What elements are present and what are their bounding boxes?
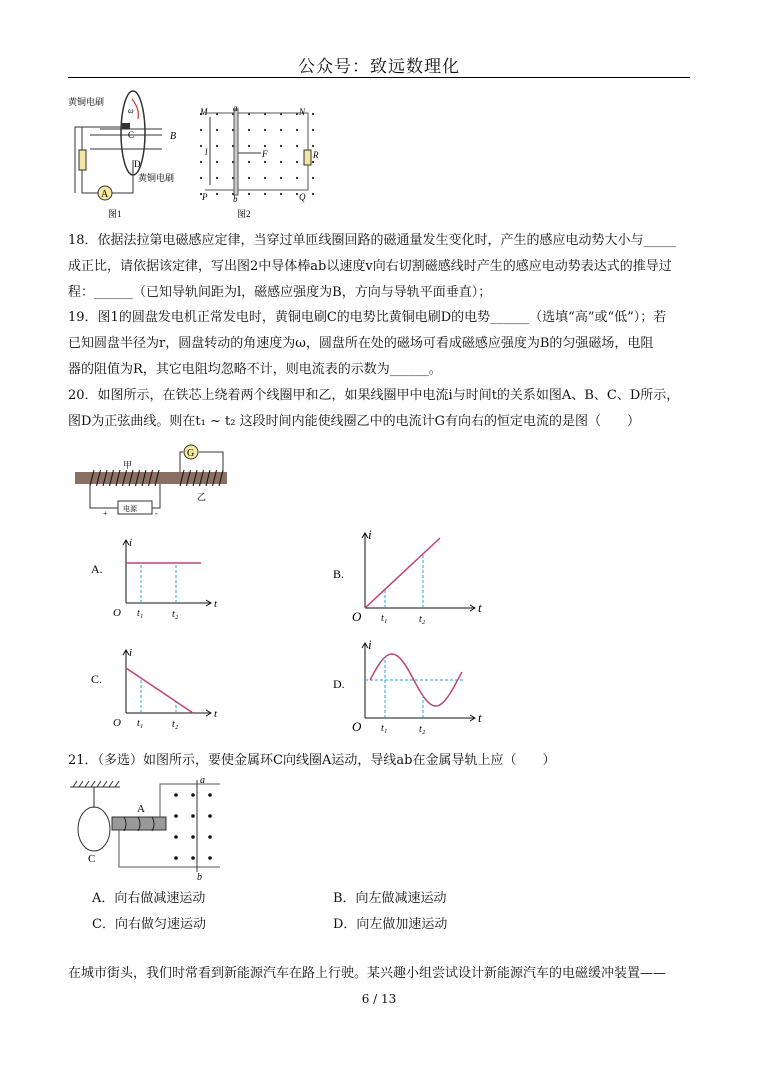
field-dot: [248, 145, 250, 147]
origin-label: O: [352, 609, 362, 624]
graph-c: [88, 640, 248, 735]
hatch-line: [91, 781, 95, 787]
option-a[interactable]: A．向右做减速运动: [92, 891, 206, 906]
field-dot: [296, 193, 298, 195]
field-dot: [174, 814, 178, 818]
field-dot: [208, 856, 212, 860]
field-dot: [200, 161, 202, 163]
field-dot: [264, 193, 266, 195]
a-end-label: a: [200, 775, 205, 786]
p-label: P: [202, 192, 208, 202]
t-axis-label: t: [478, 710, 482, 725]
i-axis-label: i: [129, 537, 133, 549]
header-divider: [68, 77, 690, 78]
origin-label: O: [113, 607, 121, 619]
q19-line-1: 19．图1的圆盘发电机正常发电时，黄铜电刷C的电势比黄铜电刷D的电势______（选填“高”或“低”）；若: [68, 310, 667, 325]
option-c[interactable]: C．向右做匀速运动: [92, 917, 206, 932]
graph-option-label: C.: [91, 672, 103, 686]
intro-paragraph: 在城市街头，我们时常看到新能源汽车在路上行驶。某兴趣小组尝试设计新能源汽车的电磁缓冲装置——: [68, 966, 667, 981]
field-dot: [264, 129, 266, 131]
hatch-line: [115, 781, 119, 787]
hatch-line: [103, 781, 107, 787]
field-dot: [312, 113, 314, 115]
coil-a-label: A: [137, 803, 145, 815]
graph-b: [330, 525, 500, 630]
coil-jia-label: 甲: [123, 460, 133, 470]
q19-line-2: 已知圆盘半径为r，圆盘转动的角速度为ω，圆盘所在处的磁场可看成磁感应强度为B的匀强磁场，电阻: [68, 336, 654, 351]
field-dot: [191, 814, 195, 818]
field-dot: [296, 129, 298, 131]
page-number: 6 / 13: [361, 992, 397, 1006]
t1-label: t₁: [137, 718, 144, 729]
option-d[interactable]: D．向左做加速运动: [333, 917, 448, 932]
field-dot: [191, 793, 195, 797]
field-dot: [312, 129, 314, 131]
ring-c-label: C: [88, 853, 96, 865]
field-dot: [191, 856, 195, 860]
field-dot: [312, 161, 314, 163]
q18-line-2: 成正比，请依据该定律，写出图2中导体棒ab以速度v向右切割磁感线时产生的感应电动势表达式的推导过: [68, 259, 672, 274]
t1-label: t₁: [381, 723, 388, 734]
figure-2-caption: 图2: [237, 209, 251, 219]
q21-stem: 21．（多选）如图所示，要使金属环C向线圈A运动，导线ab在金属导轨上应（ ）: [68, 753, 556, 768]
i-axis-label: i: [368, 637, 372, 652]
galvanometer-label: G: [187, 448, 195, 459]
field-dot: [248, 129, 250, 131]
omega-label: ω: [128, 106, 134, 115]
brush-top-label: 黄铜电刷: [68, 97, 105, 107]
field-dot: [280, 145, 282, 147]
graph-option-label: D.: [333, 677, 345, 691]
t1-label: t₁: [137, 608, 144, 619]
t-axis-label: t: [478, 600, 482, 615]
t2-label: t₂: [172, 609, 179, 620]
t2-label: t₂: [419, 724, 426, 735]
q18-line-3: 程：______（已知导轨间距为l，磁感应强度为B，方向与导轨平面垂直）；: [68, 285, 492, 300]
field-dot: [191, 835, 195, 839]
graph-option-label: A.: [91, 562, 103, 576]
field-dot: [216, 177, 218, 179]
field-dot: [312, 177, 314, 179]
field-dot: [248, 161, 250, 163]
t2-label: t₂: [419, 614, 426, 625]
ammeter-label: A: [101, 189, 109, 200]
b-end-label: b: [197, 872, 202, 880]
field-dot: [216, 161, 218, 163]
i-axis-label: i: [129, 647, 133, 659]
field-dot: [200, 145, 202, 147]
field-dot: [216, 129, 218, 131]
field-dot: [280, 177, 282, 179]
page-header: 公众号：致远数理化: [298, 57, 460, 77]
c-label: C: [128, 130, 135, 140]
figure-1-disc-generator: [60, 85, 200, 225]
graph-d: [330, 635, 500, 740]
brush-bottom-label: 黄铜电刷: [138, 173, 175, 183]
b-label: b: [233, 194, 238, 204]
current-curve: [126, 668, 193, 713]
field-dot: [200, 177, 202, 179]
origin-label: O: [113, 717, 121, 729]
hatch-line: [79, 781, 83, 787]
field-dot: [312, 145, 314, 147]
f-label: F: [262, 149, 268, 159]
power-source-label: 电源: [123, 505, 137, 513]
current-curve: [365, 538, 440, 608]
t1-label: t₁: [381, 613, 388, 624]
origin-label: O: [352, 719, 362, 734]
field-dot: [208, 814, 212, 818]
q21-figure: [65, 770, 225, 880]
hatch-line: [109, 781, 113, 787]
q-label: Q: [299, 192, 306, 202]
field-dot: [264, 177, 266, 179]
hatch-line: [85, 781, 89, 787]
t2-label: t₂: [172, 719, 179, 730]
a-label: a: [233, 105, 238, 113]
plus-label: +: [103, 509, 108, 518]
field-dot: [216, 145, 218, 147]
graph-option-label: B.: [333, 567, 345, 581]
option-b[interactable]: B．向左做减速运动: [333, 891, 447, 906]
q19-line-3: 器的阻值为R，其它电阻均忽略不计，则电流表的示数为______。: [68, 362, 442, 377]
t-axis-label: t: [214, 598, 218, 610]
field-dot: [248, 193, 250, 195]
field-dot: [280, 129, 282, 131]
d-label: D: [134, 159, 141, 169]
field-dot: [280, 193, 282, 195]
field-dot: [264, 145, 266, 147]
field-dot: [296, 145, 298, 147]
coil-yi-label: 乙: [197, 492, 207, 502]
hatch-line: [73, 781, 77, 787]
field-dot: [296, 161, 298, 163]
field-dot: [264, 161, 266, 163]
field-dot: [174, 835, 178, 839]
minus-label: -: [155, 509, 158, 518]
n-label: N: [299, 107, 306, 117]
q20-iron-core-figure: [70, 440, 235, 520]
field-dot: [174, 793, 178, 797]
q18-line-1: 18．依据法拉第电磁感应定律，当穿过单匝线圈回路的磁通量发生变化时，产生的感应电动势大小与_____: [68, 233, 677, 248]
field-dot: [208, 835, 212, 839]
hatch-line: [97, 781, 101, 787]
field-dot: [208, 793, 212, 797]
l-label: l: [205, 147, 208, 157]
m-label: M: [200, 107, 208, 117]
graph-a: [88, 530, 248, 625]
field-dot: [280, 161, 282, 163]
figure-2-rails: [195, 105, 330, 220]
i-axis-label: i: [368, 527, 372, 542]
field-dot: [174, 856, 178, 860]
t-axis-label: t: [214, 708, 218, 720]
field-dot: [200, 129, 202, 131]
b-field-label: B: [170, 131, 177, 142]
field-dot: [312, 193, 314, 195]
q20-line-2: 图D为正弦曲线。则在t₁ ~ t₂ 这段时间内能使线圈乙中的电流计G有向右的恒定电流的是图（ ）: [68, 414, 640, 429]
field-dot: [248, 177, 250, 179]
field-dot: [216, 193, 218, 195]
r-label: R: [313, 150, 319, 160]
figure-1-caption: 图1: [108, 209, 122, 219]
field-dot: [296, 177, 298, 179]
q20-line-1: 20．如图所示，在铁芯上绕着两个线圈甲和乙，如果线圈甲中电流i与时间t的关系如图A、B、C、D所示，: [68, 388, 680, 403]
